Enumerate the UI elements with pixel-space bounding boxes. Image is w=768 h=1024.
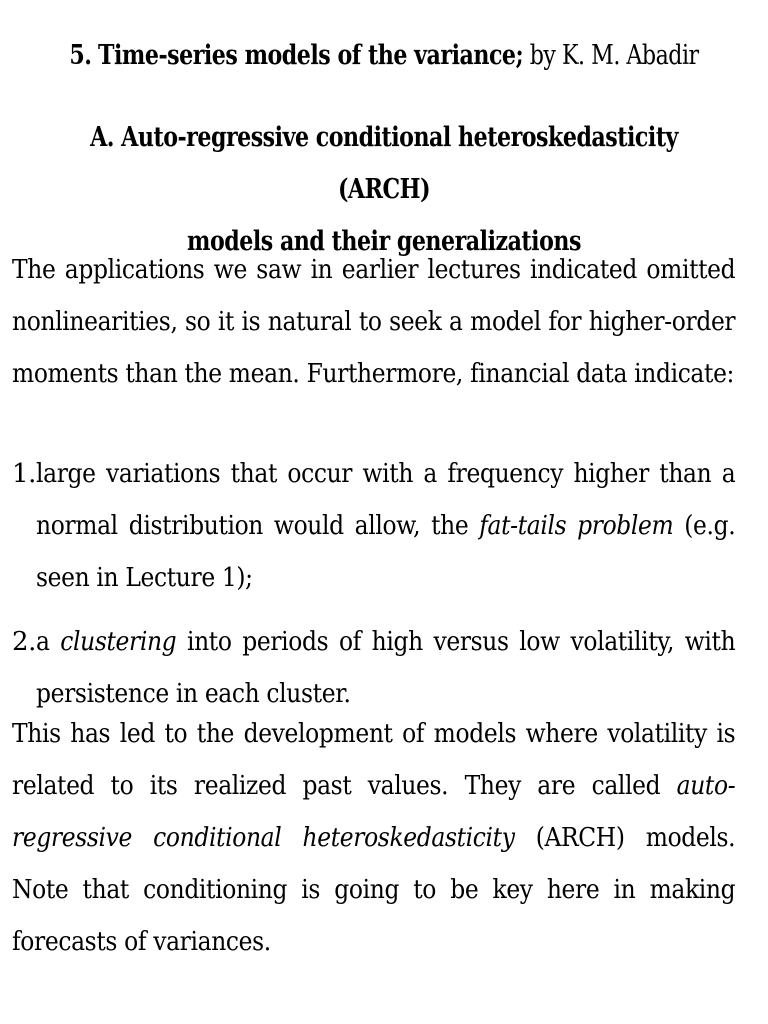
list-item-number: 2. xyxy=(12,627,37,657)
lecture-title: Time-series models of the variance; xyxy=(98,40,524,71)
list-item-number: 1. xyxy=(12,459,37,489)
section-title-line-2: models and their generalizations xyxy=(187,226,581,257)
closing-emphasis: auto-regressive conditional heteroskedasticity xyxy=(12,771,736,853)
lecture-header xyxy=(69,36,699,76)
list-item-text-end: (e.g. seen in Lecture 1); xyxy=(36,511,736,593)
list-item xyxy=(12,616,736,720)
list-item-text: large variations that occur with a frequency higher than a normal distribution would allow, the xyxy=(36,459,736,541)
list-item-text-end: into periods of high versus low volatility, with persistence in each cluster. xyxy=(36,627,736,709)
list-item xyxy=(12,448,736,604)
intro-paragraph xyxy=(12,244,736,400)
list-item-emphasis: fat-tails problem xyxy=(479,511,674,541)
lecture-author: by K. M. Abadir xyxy=(529,40,699,71)
closing-text-end: (ARCH) models. Note that conditioning is going to be key here in making forecasts of variances. xyxy=(12,823,736,957)
list-item-text: a xyxy=(36,627,61,657)
closing-text: This has led to the development of models where volatility is related to its realized past values. They are called xyxy=(12,719,736,801)
section-title-line-1: A. Auto-regressive conditional heteroskedasticity (ARCH) xyxy=(90,122,678,205)
lecture-number: 5. xyxy=(69,40,92,71)
intro-text: The applications we saw in earlier lectures indicated omitted nonlinearities, so it is natural to seek a model for higher-order moments than the mean. Furthermore, financial data indicate: xyxy=(12,255,736,389)
observation-list xyxy=(12,448,736,732)
list-item-emphasis: clustering xyxy=(60,627,177,657)
closing-paragraph xyxy=(12,708,736,968)
